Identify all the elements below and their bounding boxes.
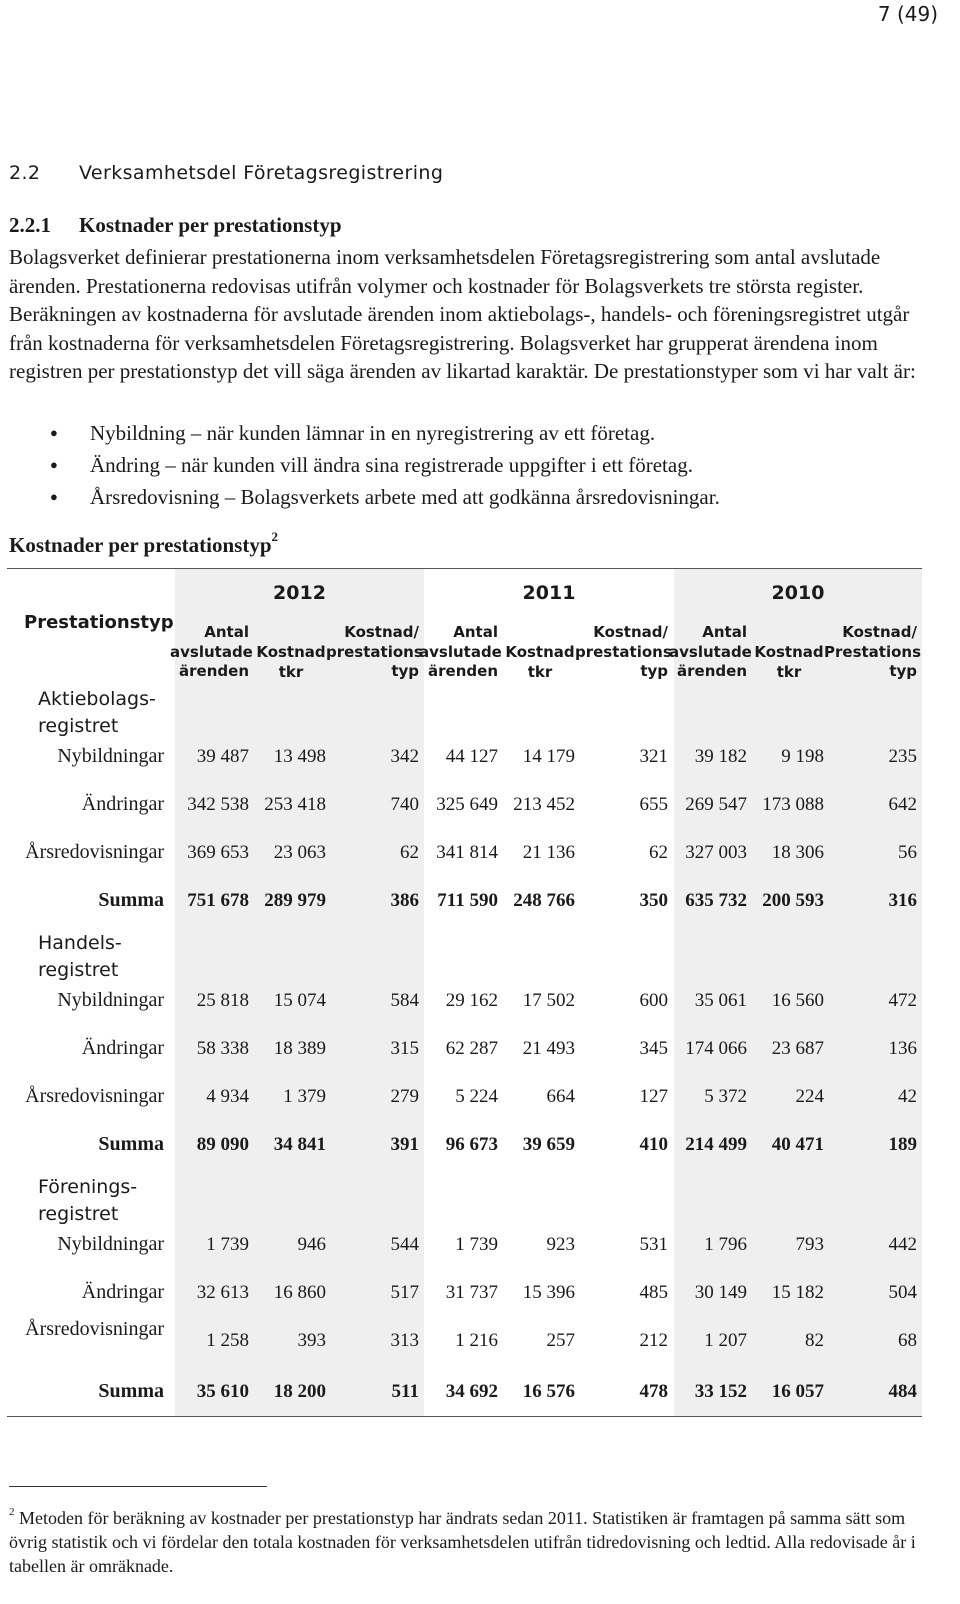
table-cell: 517 xyxy=(390,1282,419,1303)
row-label: Ändringar xyxy=(81,1281,164,1303)
header-line: tkr xyxy=(776,662,802,681)
table-cell: 17 502 xyxy=(522,990,575,1011)
header-line: Kostnad xyxy=(754,643,824,661)
table-cell: 386 xyxy=(390,890,419,911)
table-cell: 16 560 xyxy=(771,990,824,1011)
group-label-line: registret xyxy=(38,1203,119,1225)
footnote-marker: 2 xyxy=(9,1506,15,1518)
table-cell: 29 162 xyxy=(445,990,498,1011)
table-cell: 212 xyxy=(639,1330,668,1351)
table-cell: 1 216 xyxy=(455,1330,498,1351)
table-cell: 21 136 xyxy=(522,842,575,863)
table-cell: 1 207 xyxy=(704,1330,747,1351)
table-cell: 40 471 xyxy=(771,1134,824,1155)
table-title-text: Kostnader per prestationstyp xyxy=(9,533,272,557)
table-cell: 200 593 xyxy=(762,890,824,911)
table-cell: 127 xyxy=(639,1086,668,1107)
table-cell: 345 xyxy=(639,1038,668,1059)
row-label: Nybildningar xyxy=(57,1233,164,1255)
table-cell: 9 198 xyxy=(781,746,824,767)
header-line: ärenden xyxy=(179,662,249,680)
table-cell: 711 590 xyxy=(437,890,498,911)
footnote-ref: 2 xyxy=(271,529,279,544)
subsection-title: Kostnader per prestationstyp xyxy=(79,213,342,237)
table-cell: 504 xyxy=(888,1282,917,1303)
group-label-line: Handels- xyxy=(38,932,122,954)
table-cell: 34 841 xyxy=(273,1134,326,1155)
table-cell: 584 xyxy=(390,990,419,1011)
table-cell: 56 xyxy=(898,842,917,863)
table-cell: 42 xyxy=(898,1086,917,1107)
table-cell: 62 xyxy=(649,842,668,863)
summa-label: Summa xyxy=(98,1380,164,1402)
table-cell: 350 xyxy=(639,890,668,911)
header-line: prestations xyxy=(575,642,672,661)
table-cell: 635 732 xyxy=(685,890,747,911)
table-cell: 544 xyxy=(390,1234,419,1255)
footnote-text: Metoden för beräkning av kostnader per prestationstyp har ändrats sedan 2011. Statistiken är framtagen på samma sätt som övrig statistik och vi fördelar den totala kostnaden för verksamhetsdelen utifrån tidredovisning och ledtid. Alla redovisade år i tabellen är omräknade. xyxy=(9,1508,916,1576)
col-header-antal xyxy=(669,623,752,682)
table-cell: 189 xyxy=(888,1134,917,1155)
table-cell: 33 152 xyxy=(694,1381,747,1402)
table-cell: 14 179 xyxy=(522,746,575,767)
table-cell: 472 xyxy=(888,990,917,1011)
table-cell: 31 737 xyxy=(445,1282,498,1303)
table-cell: 391 xyxy=(390,1134,419,1155)
table-cell: 34 692 xyxy=(445,1381,498,1402)
table-cell: 279 xyxy=(390,1086,419,1107)
header-line: Kostnad xyxy=(256,643,326,661)
table-cell: 82 xyxy=(805,1330,824,1351)
table-cell: 664 xyxy=(546,1086,575,1107)
table-cell: 58 338 xyxy=(196,1038,249,1059)
table-cell: 62 287 xyxy=(445,1038,498,1059)
table-cell: 511 xyxy=(391,1381,419,1402)
table-cell: 1 739 xyxy=(455,1234,498,1255)
row-label: Årsredovisningar xyxy=(25,1085,164,1107)
table-cell: 740 xyxy=(390,794,419,815)
table-cell: 16 576 xyxy=(522,1381,575,1402)
col-header-kostnad-per-prestationstyp xyxy=(575,623,672,682)
page-number: 7 (49) xyxy=(877,2,938,26)
year-header-2011: 2011 xyxy=(522,582,576,604)
subsection-heading xyxy=(9,213,342,238)
register-group-label xyxy=(38,930,122,984)
row-label: Årsredovisningar xyxy=(25,1318,164,1340)
table-cell: 1 739 xyxy=(206,1234,249,1255)
table-cell: 946 xyxy=(297,1234,326,1255)
table-cell: 1 796 xyxy=(704,1234,747,1255)
table-cell: 5 224 xyxy=(455,1086,498,1107)
table-cell: 25 818 xyxy=(196,990,249,1011)
col-header-kostnad xyxy=(505,643,575,682)
table-cell: 39 659 xyxy=(522,1134,575,1155)
table-cell: 315 xyxy=(390,1038,419,1059)
header-line: Kostnad/ xyxy=(593,623,668,641)
table-cell: 316 xyxy=(888,890,917,911)
table-cell: 793 xyxy=(795,1234,824,1255)
table-cell: 15 182 xyxy=(771,1282,824,1303)
col-header-kostnad-per-prestationstyp xyxy=(824,623,922,682)
table-cell: 1 258 xyxy=(206,1330,249,1351)
table-cell: 39 487 xyxy=(196,746,249,767)
table-cell: 44 127 xyxy=(445,746,498,767)
row-label: Ändringar xyxy=(81,1037,164,1059)
table-cell: 327 003 xyxy=(685,842,747,863)
table-cell: 23 687 xyxy=(771,1038,824,1059)
section-heading xyxy=(9,162,443,184)
table-cell: 289 979 xyxy=(264,890,326,911)
table-cell: 62 xyxy=(400,842,419,863)
register-group-label xyxy=(38,1174,137,1228)
col-header-kostnad xyxy=(256,643,326,682)
group-label-line: Förenings- xyxy=(38,1176,138,1198)
group-label-line: Aktiebolags- xyxy=(38,688,156,710)
table-cell: 248 766 xyxy=(513,890,575,911)
intro-paragraph: Bolagsverket definierar prestationerna inom verksamhetsdelen Företagsregistrering som antal avslutade ärenden. Prestationerna redovisas utifrån volymer och kostnader för Bolagsverkets tre största register. Beräkningen av kostnaderna för avslutade ärenden inom aktiebolags-, handels- och föreningsregistret utgår från kostnaderna för verksamhetsdelen Företagsregistrering. Bolagsverket har grupperat ärendena inom registren per prestationstyp det vill säga ärenden av likartad karaktär. De prestationstyper som vi har valt är: xyxy=(9,245,916,383)
row-header: Prestationstyp xyxy=(24,612,174,633)
table-cell: 213 452 xyxy=(513,794,575,815)
header-line: Kostnad xyxy=(505,643,575,661)
header-line: ärenden xyxy=(677,662,747,680)
table-cell: 68 xyxy=(898,1330,917,1351)
table-cell: 369 653 xyxy=(187,842,249,863)
header-line: tkr xyxy=(278,662,304,681)
table-cell: 15 074 xyxy=(273,990,326,1011)
table-cell: 23 063 xyxy=(273,842,326,863)
table-cell: 35 061 xyxy=(694,990,747,1011)
table-cell: 39 182 xyxy=(694,746,747,767)
section-title: Verksamhetsdel Företagsregistrering xyxy=(79,162,444,184)
table-cell: 15 396 xyxy=(522,1282,575,1303)
table-cell: 342 xyxy=(390,746,419,767)
row-label: Nybildningar xyxy=(57,989,164,1011)
table-cell: 531 xyxy=(639,1234,668,1255)
table-cell: 342 538 xyxy=(187,794,249,815)
year-header-2010: 2010 xyxy=(771,582,825,604)
table-bottom-rule xyxy=(7,1416,922,1417)
header-line: avslutade xyxy=(170,642,253,661)
header-line: prestations xyxy=(326,642,423,661)
table-cell: 4 934 xyxy=(206,1086,249,1107)
header-line: Prestations xyxy=(824,642,922,661)
row-label: Ändringar xyxy=(81,793,164,815)
table-cell: 13 498 xyxy=(273,746,326,767)
table-cell: 257 xyxy=(546,1330,575,1351)
table-cell: 325 649 xyxy=(436,794,498,815)
table-cell: 30 149 xyxy=(694,1282,747,1303)
list-item: ● Nybildning – när kunden lämnar in en nyregistrering av ett företag. xyxy=(50,417,940,449)
header-line: Antal xyxy=(204,623,249,641)
header-line: typ xyxy=(889,662,917,680)
header-line: ärenden xyxy=(428,662,498,680)
table-cell: 89 090 xyxy=(196,1134,249,1155)
table-cell: 1 379 xyxy=(283,1086,326,1107)
table-cell: 136 xyxy=(888,1038,917,1059)
table-cell: 478 xyxy=(639,1381,668,1402)
table-cell: 751 678 xyxy=(187,890,249,911)
header-line: typ xyxy=(391,662,419,680)
col-header-antal xyxy=(419,623,502,682)
table-cell: 173 088 xyxy=(762,794,824,815)
table-cell: 484 xyxy=(888,1381,917,1402)
table-cell: 18 200 xyxy=(273,1381,326,1402)
table-cell: 214 499 xyxy=(685,1134,747,1155)
table-cell: 18 306 xyxy=(771,842,824,863)
header-line: avslutade xyxy=(669,642,752,661)
group-label-line: registret xyxy=(38,715,119,737)
col-header-antal xyxy=(170,623,253,682)
intro-text xyxy=(9,243,944,386)
table-cell: 442 xyxy=(888,1234,917,1255)
header-line: Kostnad/ xyxy=(842,623,917,641)
list-item: ● Årsredovisning – Bolagsverkets arbete med att godkänna årsredovisningar. xyxy=(50,481,940,513)
table-cell: 313 xyxy=(390,1330,419,1351)
group-label-line: registret xyxy=(38,959,119,981)
table-cell: 253 418 xyxy=(264,794,326,815)
table-cell: 174 066 xyxy=(685,1038,747,1059)
table-cell: 655 xyxy=(639,794,668,815)
register-group-label xyxy=(38,686,156,740)
table-cell: 235 xyxy=(888,746,917,767)
section-number: 2.2 xyxy=(9,162,41,184)
table-cell: 321 xyxy=(639,746,668,767)
table-cell: 21 493 xyxy=(522,1038,575,1059)
table-cell: 96 673 xyxy=(445,1134,498,1155)
subsection-number: 2.2.1 xyxy=(9,213,51,237)
header-line: avslutade xyxy=(419,642,502,661)
table-cell: 16 057 xyxy=(771,1381,824,1402)
table-cell: 18 389 xyxy=(273,1038,326,1059)
list-item: ● Ändring – när kunden vill ändra sina registrerade uppgifter i ett företag. xyxy=(50,449,940,481)
row-label: Årsredovisningar xyxy=(25,841,164,863)
header-line: Antal xyxy=(453,623,498,641)
table-cell: 485 xyxy=(639,1282,668,1303)
table-cell: 16 860 xyxy=(273,1282,326,1303)
table-cell: 341 814 xyxy=(436,842,498,863)
col-header-kostnad xyxy=(754,643,824,682)
summa-label: Summa xyxy=(98,1133,164,1155)
row-label: Nybildningar xyxy=(57,745,164,767)
header-line: typ xyxy=(640,662,668,680)
table-cell: 393 xyxy=(297,1330,326,1351)
table-cell: 642 xyxy=(888,794,917,815)
table-cell: 224 xyxy=(795,1086,824,1107)
prestationstyp-list xyxy=(50,417,940,513)
col-header-kostnad-per-prestationstyp xyxy=(326,623,423,682)
header-line: Kostnad/ xyxy=(344,623,419,641)
table-cell: 923 xyxy=(546,1234,575,1255)
table-cell: 32 613 xyxy=(196,1282,249,1303)
header-line: Antal xyxy=(702,623,747,641)
table-title xyxy=(9,529,279,558)
table-cell: 5 372 xyxy=(704,1086,747,1107)
summa-label: Summa xyxy=(98,889,164,911)
footnote xyxy=(9,1502,944,1578)
footnote-separator xyxy=(9,1486,267,1487)
year-header-2012: 2012 xyxy=(273,582,326,604)
table-cell: 600 xyxy=(639,990,668,1011)
header-line: tkr xyxy=(527,662,553,681)
table-cell: 269 547 xyxy=(685,794,747,815)
table-cell: 410 xyxy=(639,1134,668,1155)
table-cell: 35 610 xyxy=(196,1381,249,1402)
